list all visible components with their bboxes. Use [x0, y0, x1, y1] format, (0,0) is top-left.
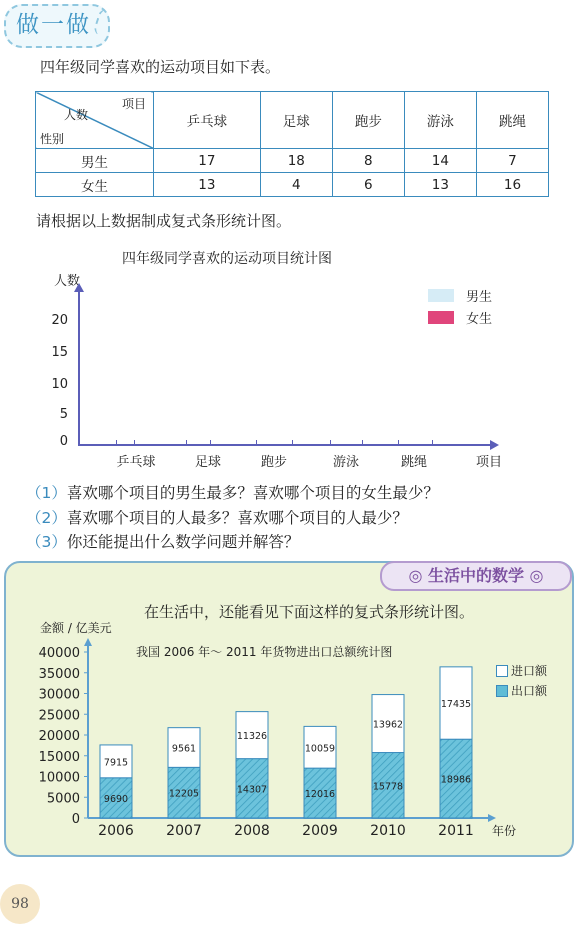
y-tick-label: 5000 — [46, 791, 80, 807]
export-value-label: 18986 — [440, 774, 472, 786]
table-header-cell: 游泳 — [404, 92, 476, 149]
legend-label-import: 进口额 — [511, 664, 548, 678]
year-label: 2009 — [302, 823, 338, 839]
trade-chart-title: 我国 2006 年～ 2011 年货物进出口总额统计图 — [136, 645, 393, 659]
y-tick-label: 30000 — [38, 687, 80, 703]
legend-label-boys: 男生 — [466, 290, 493, 305]
table-header-cell: 跳绳 — [476, 92, 548, 149]
blank-chart-title: 四年级同学喜欢的运动项目统计图 — [122, 251, 332, 267]
export-value-label: 12205 — [168, 788, 200, 800]
corner-label-count: 人数 — [64, 108, 89, 122]
table-cell: 16 — [476, 173, 548, 197]
y-axis-arrow — [84, 638, 92, 646]
import-value-label: 13962 — [372, 719, 404, 731]
question-number: （3） — [26, 533, 67, 551]
table-cell: 6 — [332, 173, 404, 197]
table-header-cell: 足球 — [260, 92, 332, 149]
import-value-label: 10059 — [304, 743, 336, 755]
y-tick-label: 5 — [59, 407, 68, 422]
badge-label: 做一做 — [16, 12, 91, 38]
year-label: 2008 — [234, 823, 270, 839]
legend-swatch-import — [496, 665, 508, 677]
table-cell: 4 — [260, 173, 332, 197]
corner-label-item: 项目 — [122, 97, 147, 111]
y-tick-label: 35000 — [38, 666, 80, 682]
x-category-label: 跳绳 — [400, 455, 427, 470]
y-tick-label: 40000 — [38, 646, 80, 661]
instruction-text: 请根据以上数据制成复式条形统计图。 — [36, 212, 292, 230]
y-tick-label: 0 — [71, 812, 80, 827]
corner-label-gender: 性别 — [40, 132, 65, 146]
trade-chart-xlabel: 年份 — [492, 824, 517, 838]
question-number: （2） — [26, 509, 67, 527]
import-value-label: 7915 — [103, 757, 129, 769]
export-value-label: 9690 — [103, 793, 129, 805]
y-tick-label: 0 — [59, 434, 68, 449]
import-value-label: 11326 — [236, 731, 268, 743]
table-header-cell: 跑步 — [332, 92, 404, 149]
blank-chart-ylabel: 人数 — [54, 274, 81, 289]
table-cell: 7 — [476, 149, 548, 173]
legend-label-export: 出口额 — [511, 684, 548, 698]
table-cell: 13 — [154, 173, 261, 197]
table-cell: 8 — [332, 149, 404, 173]
y-tick-label: 15 — [51, 345, 68, 360]
intro-text: 四年级同学喜欢的运动项目如下表。 — [40, 58, 281, 76]
legend-label-girls: 女生 — [466, 312, 493, 327]
blank-chart-xlabel: 项目 — [476, 455, 503, 470]
table-header-cell: 乒乓球 — [154, 92, 261, 149]
y-tick-label: 25000 — [38, 708, 80, 724]
x-category-label: 跑步 — [260, 455, 287, 470]
x-axis-arrow — [488, 814, 496, 822]
table-cell: 14 — [404, 149, 476, 173]
question-text: 你还能提出什么数学问题并解答？ — [66, 533, 300, 551]
trade-chart-ylabel: 金额 / 亿美元 — [40, 621, 112, 635]
question-number: （1） — [26, 484, 67, 502]
page-number: 98 — [0, 884, 40, 924]
export-value-label: 14307 — [236, 784, 268, 796]
import-value-label: 9561 — [171, 743, 197, 755]
x-category-label: 游泳 — [332, 455, 359, 470]
table-cell: 18 — [260, 149, 332, 173]
row-label: 女生 — [36, 173, 154, 197]
table-cell: 13 — [404, 173, 476, 197]
year-label: 2007 — [166, 823, 202, 839]
export-value-label: 15778 — [372, 781, 404, 793]
y-tick-label: 20000 — [38, 729, 80, 744]
life-math-text: 在生活中，还能看见下面这样的复式条形统计图。 — [144, 603, 475, 621]
life-math-title: ◎ 生活中的数学 ◎ — [380, 561, 572, 591]
year-label: 2010 — [370, 823, 406, 839]
question-text: 喜欢哪个项目的男生最多？喜欢哪个项目的女生最少？ — [66, 484, 439, 502]
y-tick-label: 15000 — [38, 749, 80, 765]
y-tick-label: 10 — [51, 377, 68, 392]
table-cell: 17 — [154, 149, 261, 173]
question-text: 喜欢哪个项目的人最多？喜欢哪个项目的人最少？ — [66, 509, 408, 527]
year-label: 2006 — [98, 823, 134, 839]
x-category-label: 乒乓球 — [116, 455, 156, 470]
y-tick-label: 10000 — [38, 770, 80, 786]
import-value-label: 17435 — [440, 699, 472, 711]
export-value-label: 12016 — [304, 789, 336, 801]
year-label: 2011 — [438, 823, 474, 839]
legend-swatch-export — [496, 685, 508, 697]
y-tick-label: 20 — [51, 313, 68, 328]
row-label: 男生 — [36, 149, 154, 173]
x-category-label: 足球 — [194, 455, 221, 470]
